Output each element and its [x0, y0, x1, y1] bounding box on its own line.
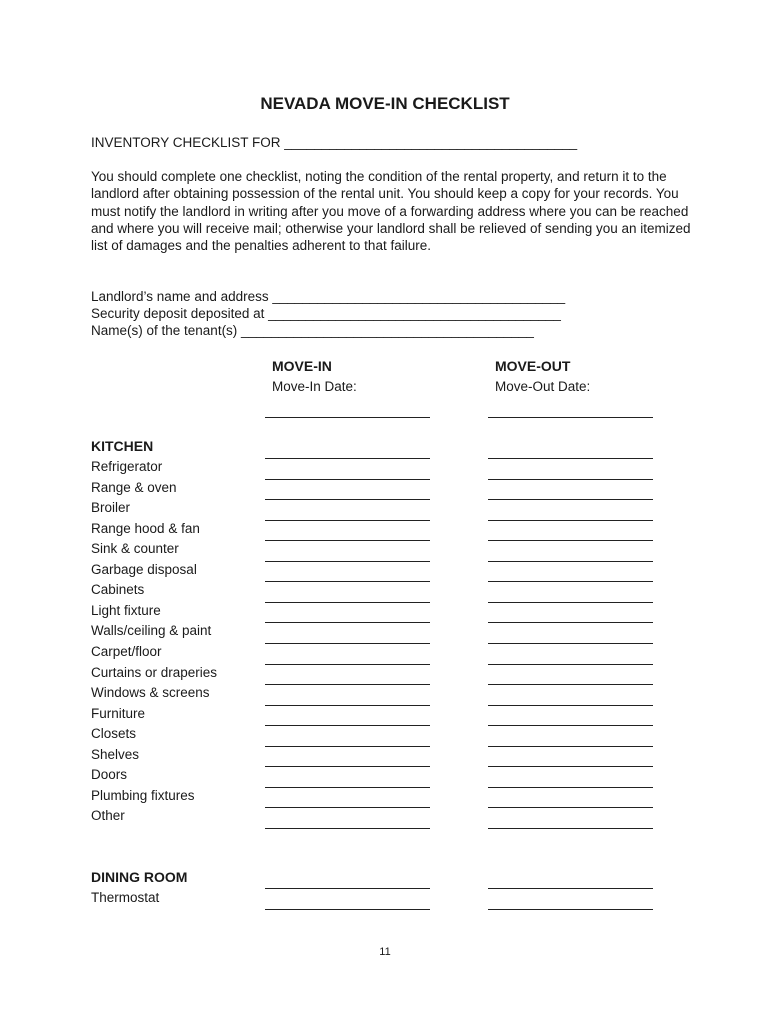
- move-out-line: [488, 909, 653, 910]
- move-in-line: [265, 807, 430, 808]
- move-in-line: [265, 561, 430, 562]
- move-in-line: [265, 602, 430, 603]
- instructions-paragraph: You should complete one checklist, noting the condition of the rental property, and return it to the landlord after obtaining possession of the rental unit. You should keep a copy for your records. You must notify the landlord in writing after you move of a forwarding address where you can be reached and where you will receive mail; otherwise your landlord shall be relieved of sending you an itemized list of damages and the penalties adherent to that failure.: [91, 169, 691, 254]
- item-windows-screens: Windows & screens: [91, 685, 210, 700]
- move-in-line: [265, 540, 430, 541]
- section-dining-room-heading: DINING ROOM: [91, 869, 188, 885]
- move-in-line: [265, 787, 430, 788]
- move-in-line: [265, 581, 430, 582]
- move-out-line: [488, 664, 653, 665]
- move-out-heading: MOVE-OUT: [495, 358, 571, 374]
- item-range-oven: Range & oven: [91, 480, 177, 495]
- page-number: 11: [379, 946, 391, 958]
- move-out-line: [488, 479, 653, 480]
- move-in-date-label: Move-In Date:: [272, 379, 357, 394]
- move-in-line: [265, 622, 430, 623]
- item-refrigerator: Refrigerator: [91, 459, 163, 474]
- move-in-line: [265, 643, 430, 644]
- move-out-line: [488, 705, 653, 706]
- item-broiler: Broiler: [91, 500, 131, 515]
- move-out-line: [488, 888, 653, 889]
- move-out-line: [488, 540, 653, 541]
- item-curtains-draperies: Curtains or draperies: [91, 665, 218, 680]
- item-carpet-floor: Carpet/floor: [91, 644, 162, 659]
- move-out-line: [488, 725, 653, 726]
- move-in-line: [265, 499, 430, 500]
- move-out-line: [488, 643, 653, 644]
- item-cabinets: Cabinets: [91, 582, 145, 597]
- move-out-line: [488, 520, 653, 521]
- move-in-line: [265, 705, 430, 706]
- move-out-line: [488, 561, 653, 562]
- move-out-line: [488, 458, 653, 459]
- move-in-line: [265, 664, 430, 665]
- move-out-line: [488, 828, 653, 829]
- move-in-line: [265, 746, 430, 747]
- move-out-date-label: Move-Out Date:: [495, 379, 591, 394]
- move-out-line: [488, 684, 653, 685]
- move-in-line: [265, 888, 430, 889]
- move-out-line: [488, 746, 653, 747]
- move-in-heading: MOVE-IN: [272, 358, 332, 374]
- tenant-names-field: Name(s) of the tenant(s) _______________________________________: [91, 323, 534, 338]
- move-in-line: [265, 909, 430, 910]
- move-in-line: [265, 766, 430, 767]
- move-in-date-line: [265, 417, 430, 418]
- move-in-line: [265, 520, 430, 521]
- move-out-line: [488, 622, 653, 623]
- item-walls-ceiling-paint: Walls/ceiling & paint: [91, 623, 212, 638]
- landlord-name-address-field: Landlord’s name and address _______________________________________: [91, 289, 566, 304]
- move-out-line: [488, 581, 653, 582]
- item-closets: Closets: [91, 726, 137, 741]
- section-kitchen-heading: KITCHEN: [91, 438, 154, 454]
- item-doors: Doors: [91, 767, 128, 782]
- move-in-line: [265, 725, 430, 726]
- item-light-fixture: Light fixture: [91, 603, 161, 618]
- move-in-line: [265, 458, 430, 459]
- move-out-line: [488, 602, 653, 603]
- item-sink-counter: Sink & counter: [91, 541, 179, 556]
- move-in-line: [265, 684, 430, 685]
- move-in-line: [265, 828, 430, 829]
- security-deposit-field: Security deposit deposited at _______________________________________: [91, 306, 561, 321]
- move-out-date-line: [488, 417, 653, 418]
- item-thermostat: Thermostat: [91, 890, 160, 905]
- move-out-line: [488, 787, 653, 788]
- item-other: Other: [91, 808, 125, 823]
- inventory-checklist-label: INVENTORY CHECKLIST FOR _______________________________________: [91, 135, 578, 150]
- item-furniture: Furniture: [91, 706, 146, 721]
- page-title: NEVADA MOVE-IN CHECKLIST: [260, 94, 510, 113]
- item-shelves: Shelves: [91, 747, 140, 762]
- item-garbage-disposal: Garbage disposal: [91, 562, 197, 577]
- move-out-line: [488, 499, 653, 500]
- item-plumbing-fixtures: Plumbing fixtures: [91, 788, 195, 803]
- move-out-line: [488, 807, 653, 808]
- move-in-line: [265, 479, 430, 480]
- move-out-line: [488, 766, 653, 767]
- item-range-hood-fan: Range hood & fan: [91, 521, 200, 536]
